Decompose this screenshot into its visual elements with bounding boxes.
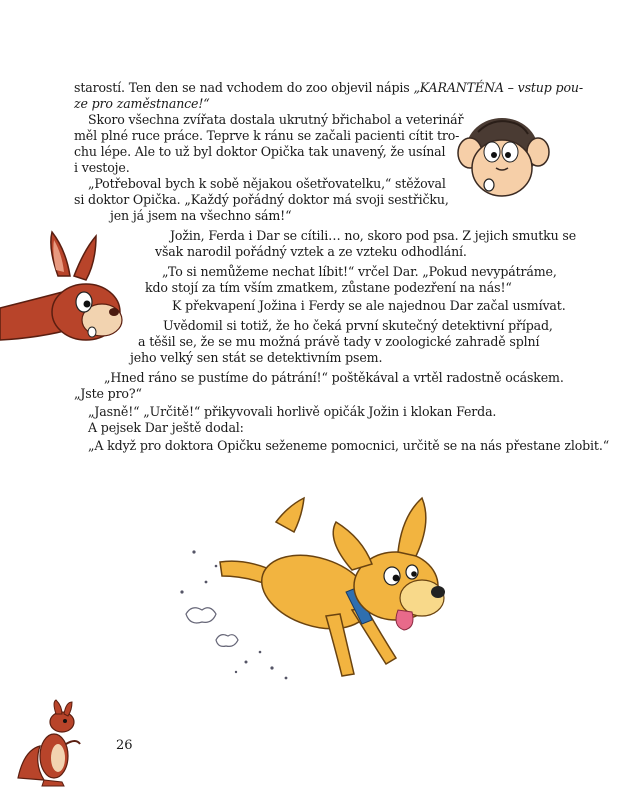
- text-line-17: jeho velký sen stát se detektivním psem.: [130, 350, 383, 365]
- text-line-1: [74, 80, 583, 96]
- text-line-13: kdo stojí za tím vším zmatkem, zůstane podezření na nás!“: [145, 280, 512, 295]
- text-line-11: však narodil pořádný vztek a ze vzteku odhodlání.: [155, 244, 467, 259]
- text-line-8: si doktor Opička. „Každý pořádný doktor má svoji sestřičku,: [74, 192, 449, 207]
- text-line-5: chu lépe. Ale to už byl doktor Opička tak unavený, že usínal: [74, 144, 446, 159]
- italic-sign-text: ze pro zaměstnance!“: [74, 96, 210, 111]
- text-span: starostí. Ten den se nad vchodem do zoo objevil nápis: [74, 80, 414, 95]
- text-line-2: [74, 96, 210, 112]
- text-line-9: jen já jsem na všechno sám!“: [110, 208, 292, 223]
- running-dog-illustration: [176, 492, 456, 692]
- monkey-face-illustration: [452, 108, 552, 208]
- text-line-4: měl plné ruce práce. Teprve k ránu se začali pacienti cítit tro-: [74, 128, 460, 143]
- text-line-22: „A když pro doktora Opičku seženeme pomocnici, určitě se na nás přestane zlobit.“: [88, 438, 609, 453]
- kangaroo-head-illustration: [0, 228, 130, 358]
- small-kangaroo-illustration: [14, 700, 94, 790]
- text-line-12: „To si nemůžeme nechat líbit!“ vrčel Dar. „Pokud nevypátráme,: [162, 264, 557, 279]
- text-line-20: „Jasně!“ „Určitě!“ přikyvovali horlivě opičák Jožin i klokan Ferda.: [88, 404, 497, 419]
- page-number: 26: [116, 738, 133, 753]
- text-line-21: A pejsek Dar ještě dodal:: [88, 420, 244, 435]
- text-line-18: „Hned ráno se pustíme do pátrání!“ poštěkával a vrtěl radostně ocáskem.: [104, 370, 564, 385]
- text-line-15: Uvědomil si totiž, že ho čeká první skutečný detektivní případ,: [163, 318, 553, 333]
- text-line-10: Jožin, Ferda i Dar se cítili… no, skoro pod psa. Z jejich smutku se: [170, 228, 577, 243]
- italic-sign-text: „KARANTÉNA – vstup pou-: [413, 80, 583, 95]
- text-line-3: Skoro všechna zvířata dostala ukrutný břichabol a veterinář: [88, 112, 464, 127]
- text-line-6: i vestoje.: [74, 160, 130, 175]
- text-line-7: „Potřeboval bych k sobě nějakou ošetřovatelku,“ stěžoval: [88, 176, 446, 191]
- text-line-14: K překvapení Jožina i Ferdy se ale najednou Dar začal usmívat.: [172, 298, 566, 313]
- text-line-19: „Jste pro?“: [74, 386, 142, 401]
- text-line-16: a těšil se, že se mu možná právě tady v zoologické zahradě splní: [138, 334, 540, 349]
